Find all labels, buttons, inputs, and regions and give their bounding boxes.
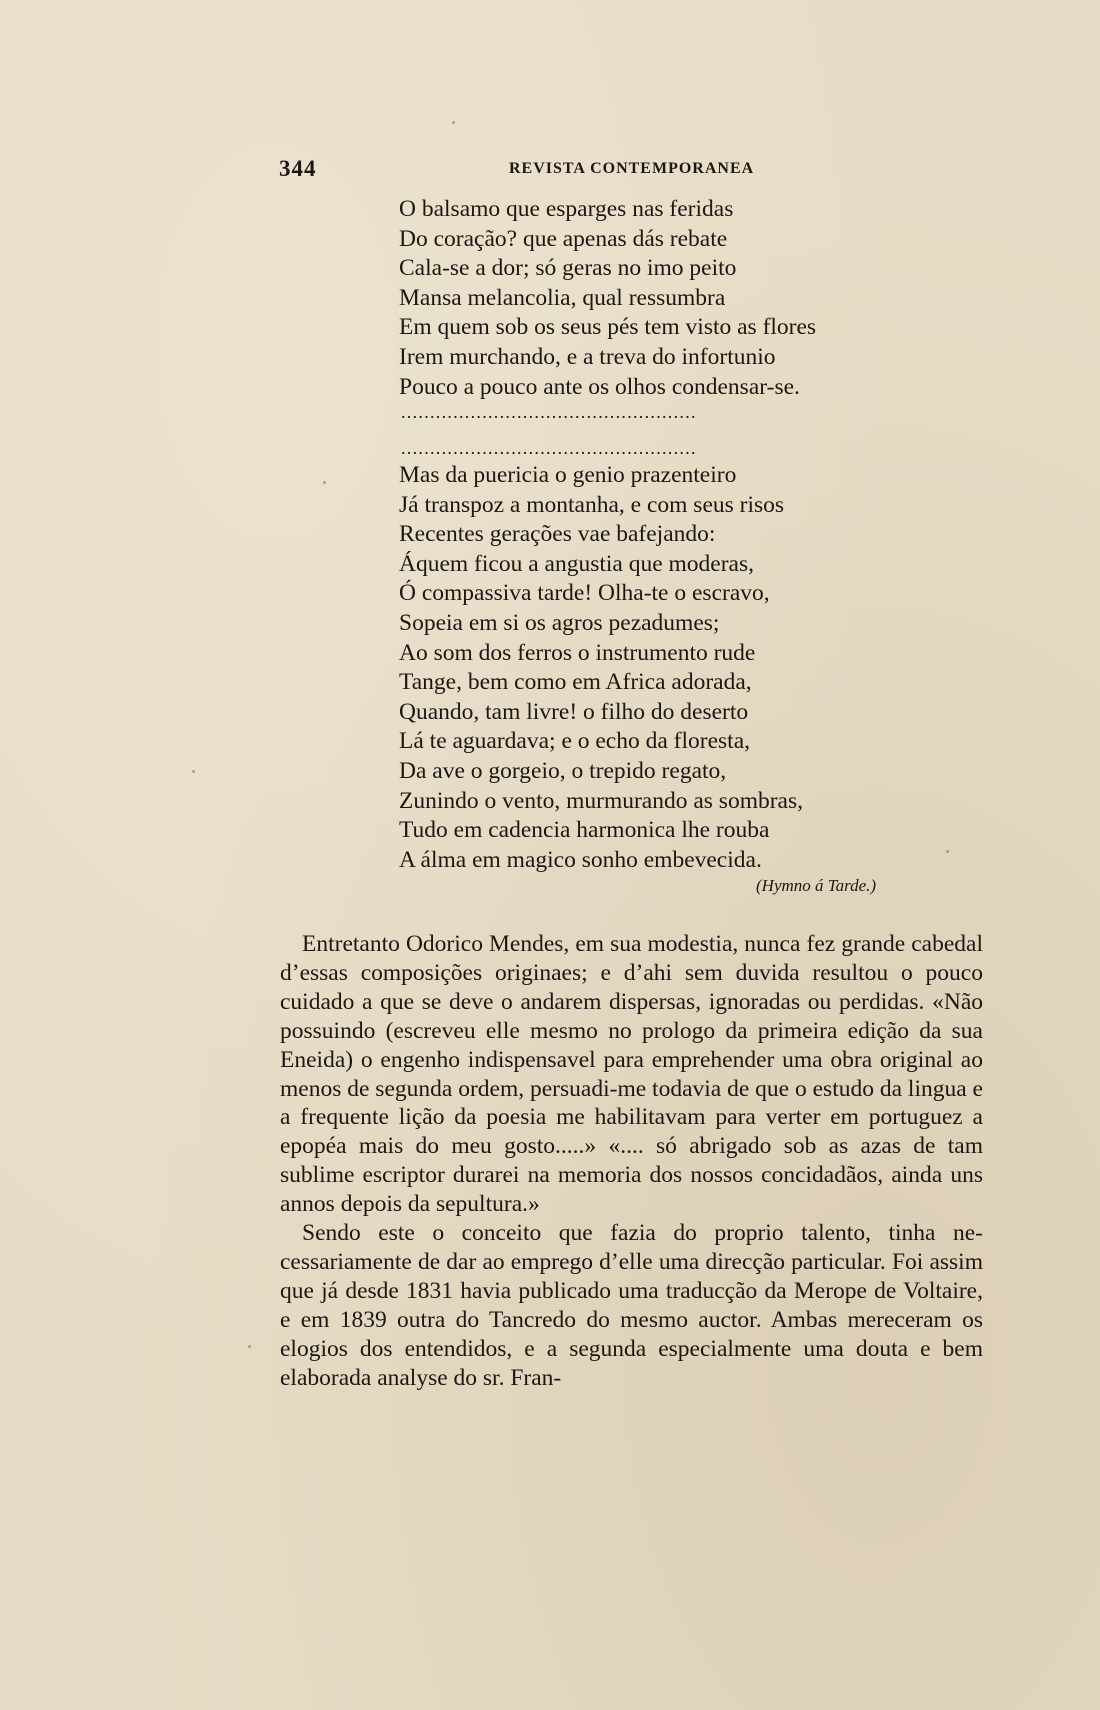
prose-body <box>280 930 983 1393</box>
prose-paragraph: Sendo este o conceito que fazia do proprio talento, tinha necessariamente de dar ao emprego d’elle uma direcção particular. Foi assim que já desde 1831 havia publicado uma traducção da Merope de Voltaire, e em 1839 outra do Tancredo do mesmo auctor. Ambas mereceram os elogios dos entendidos, e a segunda especialmente uma douta e bem elaborada analyse do sr. Fran- <box>280 1220 983 1391</box>
verse-line: Tudo em cadencia harmonica lhe rouba <box>399 817 770 844</box>
verse-line: Do coração? que apenas dás rebate <box>399 225 728 252</box>
running-title: REVISTA CONTEMPORANEA <box>509 160 755 177</box>
ellipsis-row: ................................................... <box>401 402 697 422</box>
verse-line: Tange, bem como em Africa adorada, <box>399 669 752 696</box>
verse-line: A álma em magico sonho embevecida. <box>399 846 762 873</box>
speck <box>248 1345 251 1348</box>
verse-line: Lá te aguardava; e o echo da floresta, <box>399 728 751 755</box>
prose-paragraph: Entretanto Odorico Mendes, em sua modestia, nunca fez grande cabedal d’essas composições originaes; e d’ahi sem duvida resultou o pouco cuidado a que se deve o andarem dispersas, ignoradas ou perdidas. «Não possuindo (escreveu elle mesmo no prologo da primeira edição da sua Eneida) o engenho indispensavel para emprehender uma obra original ao menos de segunda ordem, persuadi-me todavia de que o estudo da lingua e a frequente lição da poesia me habilitavam para verter em portuguez a epopéa mais do meu gosto.....» «.... só abrigado sob as azas de tam sublime escriptor durarei na memoria dos nossos concidadãos, ainda uns annos depois da sepultura.» <box>280 931 983 1218</box>
verse-line: Recentes gerações vae bafejando: <box>399 521 716 548</box>
verse-line: Zunindo o vento, murmurando as sombras, <box>399 787 804 814</box>
ellipsis-row: ................................................... <box>401 438 697 458</box>
poem-citation: (Hymno á Tarde.) <box>756 876 877 895</box>
verse-line: O balsamo que esparges nas feridas <box>399 196 734 222</box>
verse-line: Áquem ficou a angustia que moderas, <box>399 550 755 577</box>
speck <box>192 770 195 773</box>
verse-block-1 <box>399 195 816 402</box>
page-header <box>279 156 979 186</box>
verse-line: Mansa melancolia, qual ressumbra <box>399 284 726 311</box>
verse-line: Da ave o gorgeio, o trepido regato, <box>399 757 727 784</box>
verse-line: Já transpoz a montanha, e com seus risos <box>399 491 785 518</box>
verse-block-2 <box>399 461 803 875</box>
verse-line: Irem murchando, e a treva do infortunio <box>399 343 776 370</box>
verse-line: Ó compassiva tarde! Olha-te o escravo, <box>399 580 770 607</box>
speck <box>452 121 455 124</box>
verse-line: Ao som dos ferros o instrumento rude <box>399 639 756 666</box>
verse-line: Cala-se a dor; só geras no imo peito <box>399 255 737 282</box>
verse-line: Mas da puericia o genio prazenteiro <box>399 462 737 488</box>
verse-line: Sopeia em si os agros pezadumes; <box>399 609 720 636</box>
verse-line: Pouco a pouco ante os olhos condensar-se. <box>399 373 800 400</box>
verse-line: Quando, tam livre! o filho do deserto <box>399 698 749 725</box>
speck <box>323 481 326 484</box>
speck <box>946 850 949 853</box>
verse-line: Em quem sob os seus pés tem visto as flores <box>399 314 817 341</box>
page-number: 344 <box>279 156 317 181</box>
